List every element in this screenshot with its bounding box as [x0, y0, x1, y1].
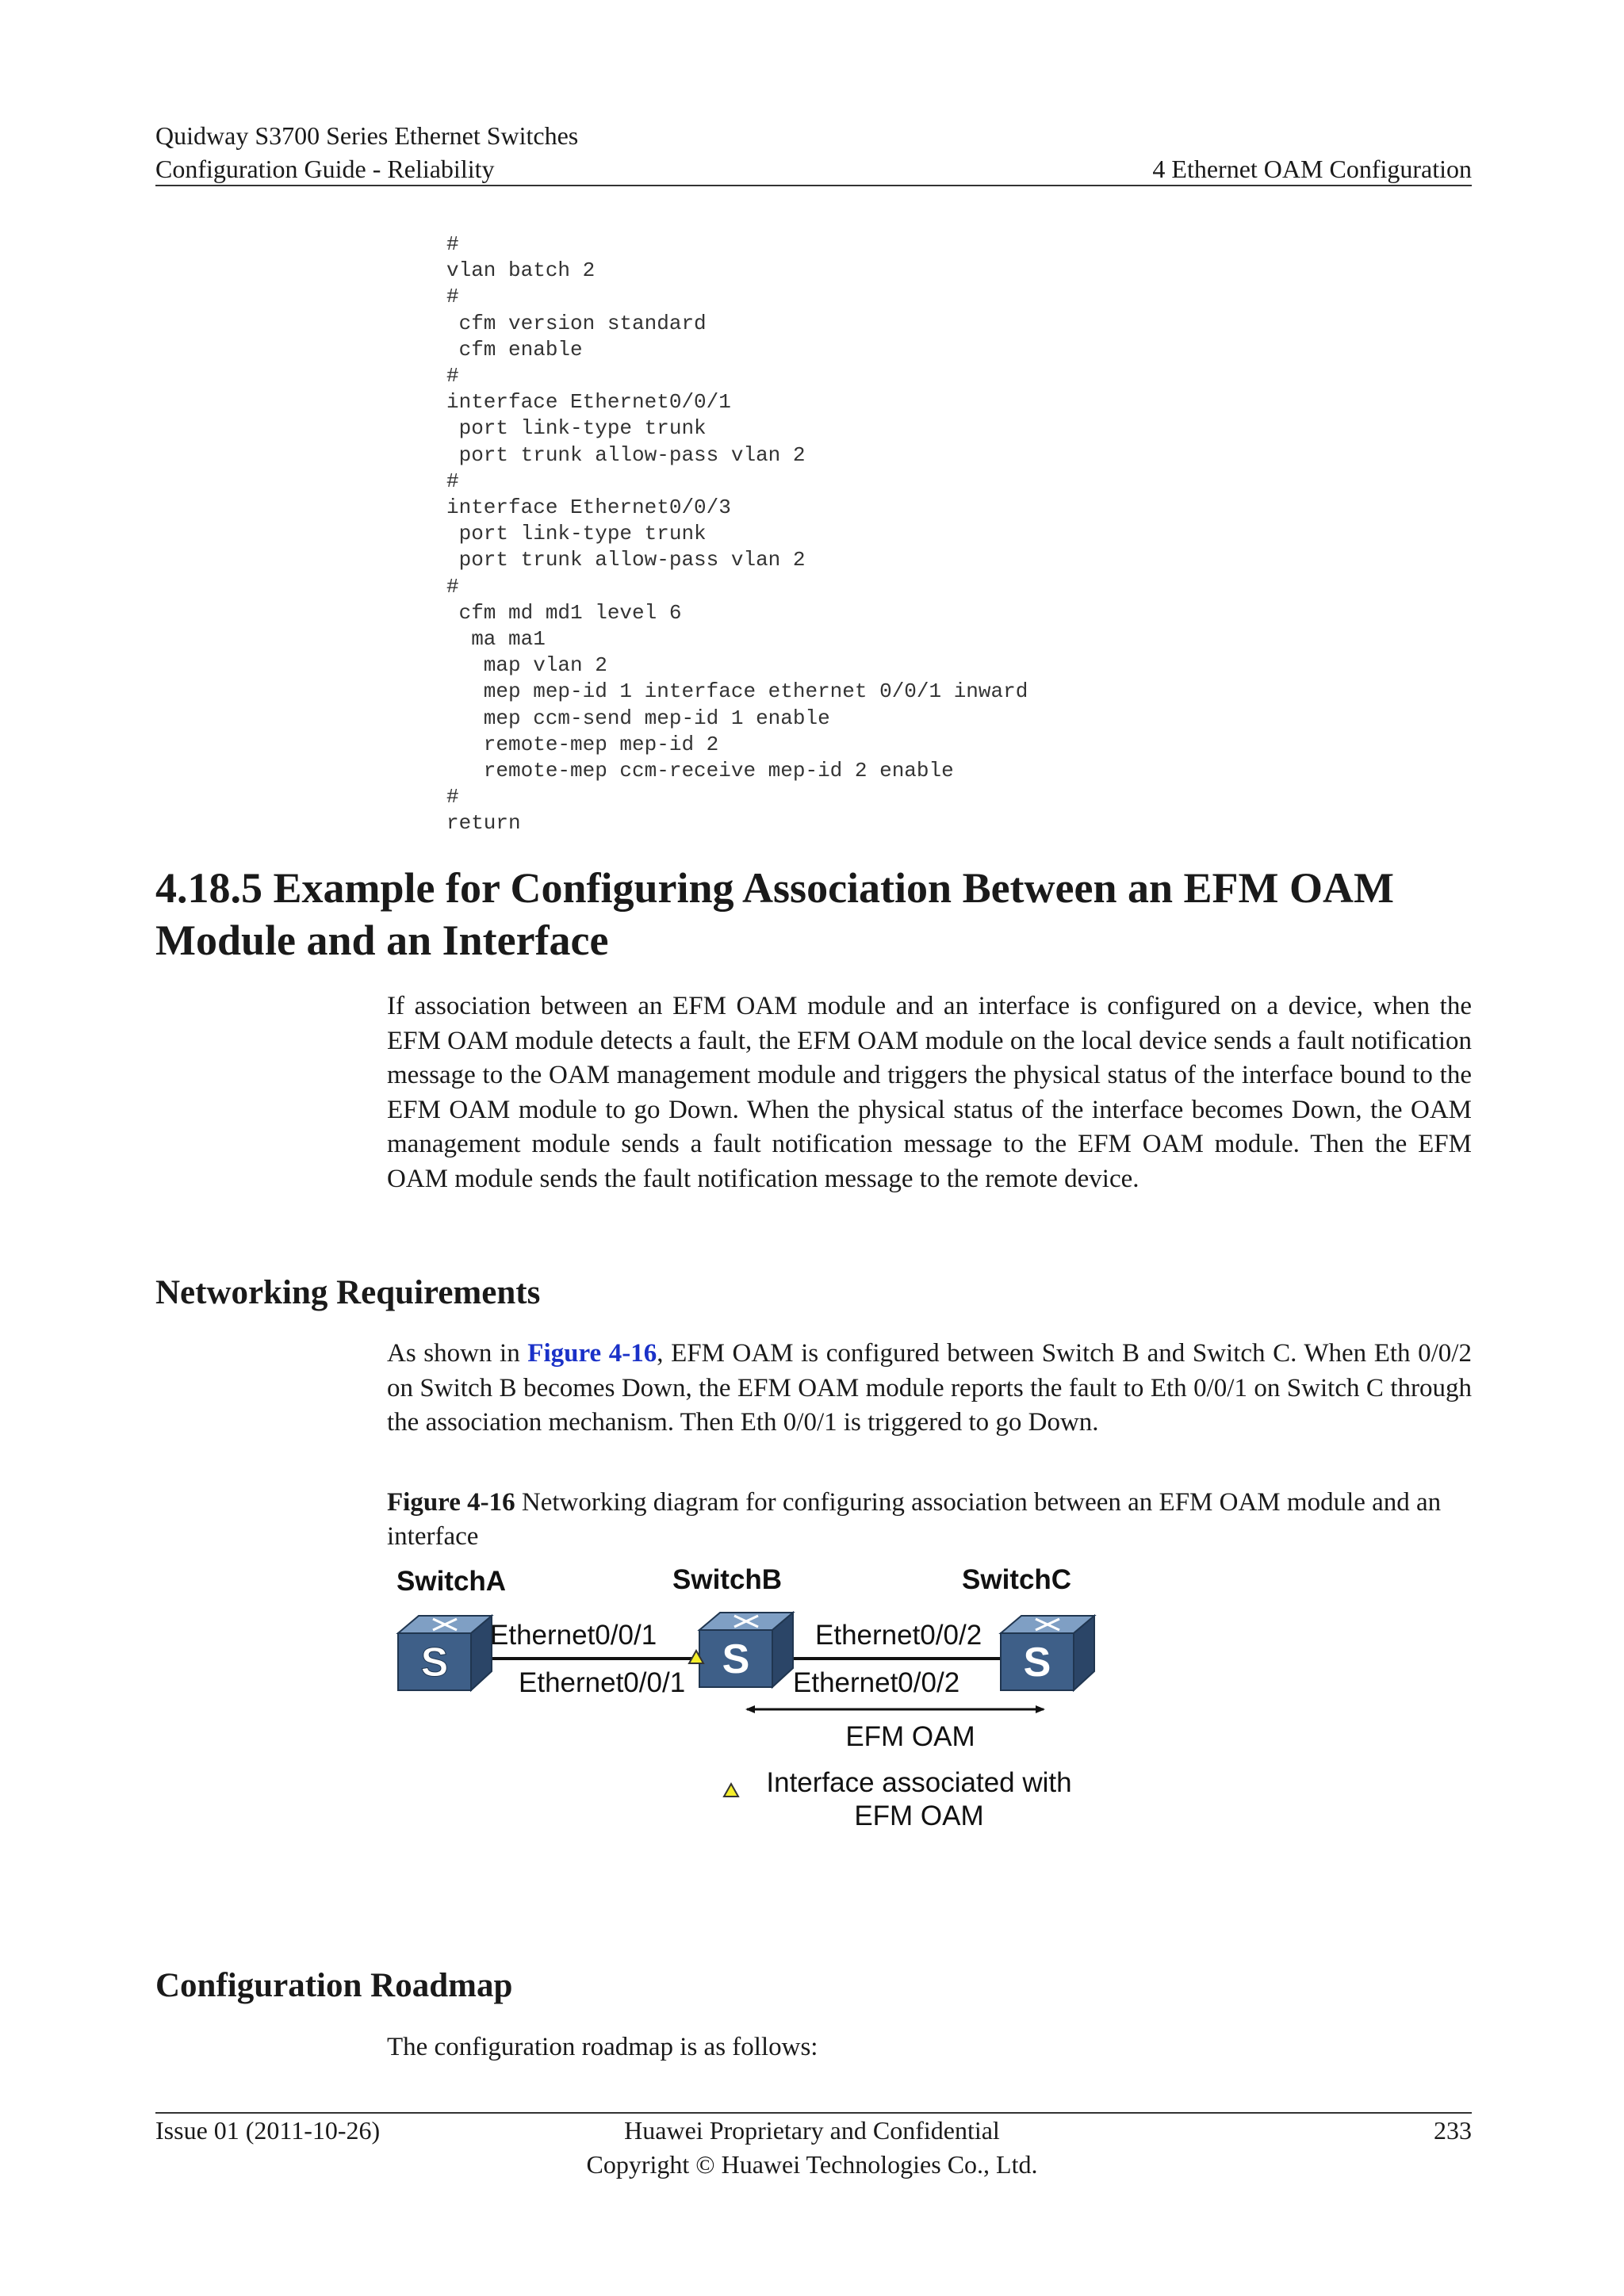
section-title-line-2: Module and an Interface [155, 916, 609, 964]
networking-text-after: , EFM OAM is configured between Switch B and Switch C. When Eth 0/0/2 on Switch B becomes Down, the EFM OAM module reports the fault to Eth 0/0/1 on Switch C through the association mechanism. Then Eth 0/0/1 is triggered to go Down. [387, 1339, 1472, 1437]
switch-a-label: SwitchA [396, 1566, 507, 1597]
figure-caption [387, 1486, 1472, 1554]
efm-oam-label: EFM OAM [845, 1721, 975, 1752]
header-chapter: 4 Ethernet OAM Configuration [1152, 155, 1472, 183]
legend-marker-icon [724, 1784, 738, 1797]
footer-copyright: Copyright © Huawei Technologies Co., Ltd. [586, 2150, 1038, 2179]
header-product: Quidway S3700 Series Ethernet Switches [155, 121, 579, 150]
switch-a-icon [398, 1616, 492, 1690]
switch-c-letter: S [1023, 1640, 1051, 1686]
switch-c-label: SwitchC [962, 1564, 1072, 1595]
legend-text-line-1: Interface associated with [766, 1767, 1072, 1798]
networking-text [387, 1337, 1472, 1441]
switch-a-port-label: Ethernet0/0/1 [490, 1620, 657, 1651]
figure-4-16-link[interactable]: Figure 4-16 [527, 1339, 657, 1368]
section-intro: If association between an EFM OAM module and an interface is configured on a device, when the EFM OAM module detects a fault, the EFM OAM module on the local device sends a fault notification message to the OAM management module and triggers the physical status of the interface bound to the EFM OAM module to go Down. When the physical status of the interface becomes Down, the OAM management module sends a fault notification message to the EFM OAM module. Then the EFM OAM module sends the fault notification message to the remote device. [387, 992, 1472, 1193]
roadmap-heading: Configuration Roadmap [155, 1967, 513, 2004]
networking-text-before: As shown in [387, 1339, 528, 1368]
switch-b-letter: S [722, 1636, 750, 1682]
figure-caption-text: Networking diagram for configuring association between an EFM OAM module and an interface [387, 1488, 1442, 1551]
switch-a-letter: S [420, 1640, 449, 1686]
footer-page-number: 233 [1434, 2116, 1472, 2145]
networking-diagram [381, 1560, 1126, 1854]
switch-c-icon [1001, 1616, 1094, 1690]
networking-heading: Networking Requirements [155, 1274, 541, 1311]
switch-b-label: SwitchB [672, 1564, 783, 1595]
footer-issue: Issue 01 (2011-10-26) [155, 2116, 381, 2145]
section-title-line-1: 4.18.5 Example for Configuring Association Between an EFM OAM [155, 864, 1394, 912]
legend-text-line-2: EFM OAM [854, 1800, 984, 1831]
header-guide: Configuration Guide - Reliability [155, 155, 495, 183]
footer-confidential: Huawei Proprietary and Confidential [624, 2116, 1000, 2145]
roadmap-text: The configuration roadmap is as follows: [387, 2033, 818, 2061]
switch-b-icon [699, 1613, 793, 1687]
figure-caption-label: Figure 4-16 [387, 1488, 515, 1517]
section-title [155, 862, 1488, 966]
switch-c-port-label: Ethernet0/0/2 [815, 1620, 982, 1651]
config-code-block: # vlan batch 2 # cfm version standard cfm enable # interface Ethernet0/0/1 port link-type trunk port trunk allow-pass vlan 2 # interface Ethernet0/0/3 port link-type trunk port trunk allow-pass vlan 2 # cfm md md1 level 6 ma ma1 map vlan 2 mep mep-id 1 interface ethernet 0/0/1 inward mep ccm-send mep-id 1 enable remote-mep mep-id 2 remote-mep ccm-receive mep-id 2 enable # return [446, 232, 1028, 836]
header-divider [155, 185, 1472, 186]
switch-b-right-port-label: Ethernet0/0/2 [793, 1667, 960, 1698]
switch-b-left-port-label: Ethernet0/0/1 [519, 1667, 686, 1698]
